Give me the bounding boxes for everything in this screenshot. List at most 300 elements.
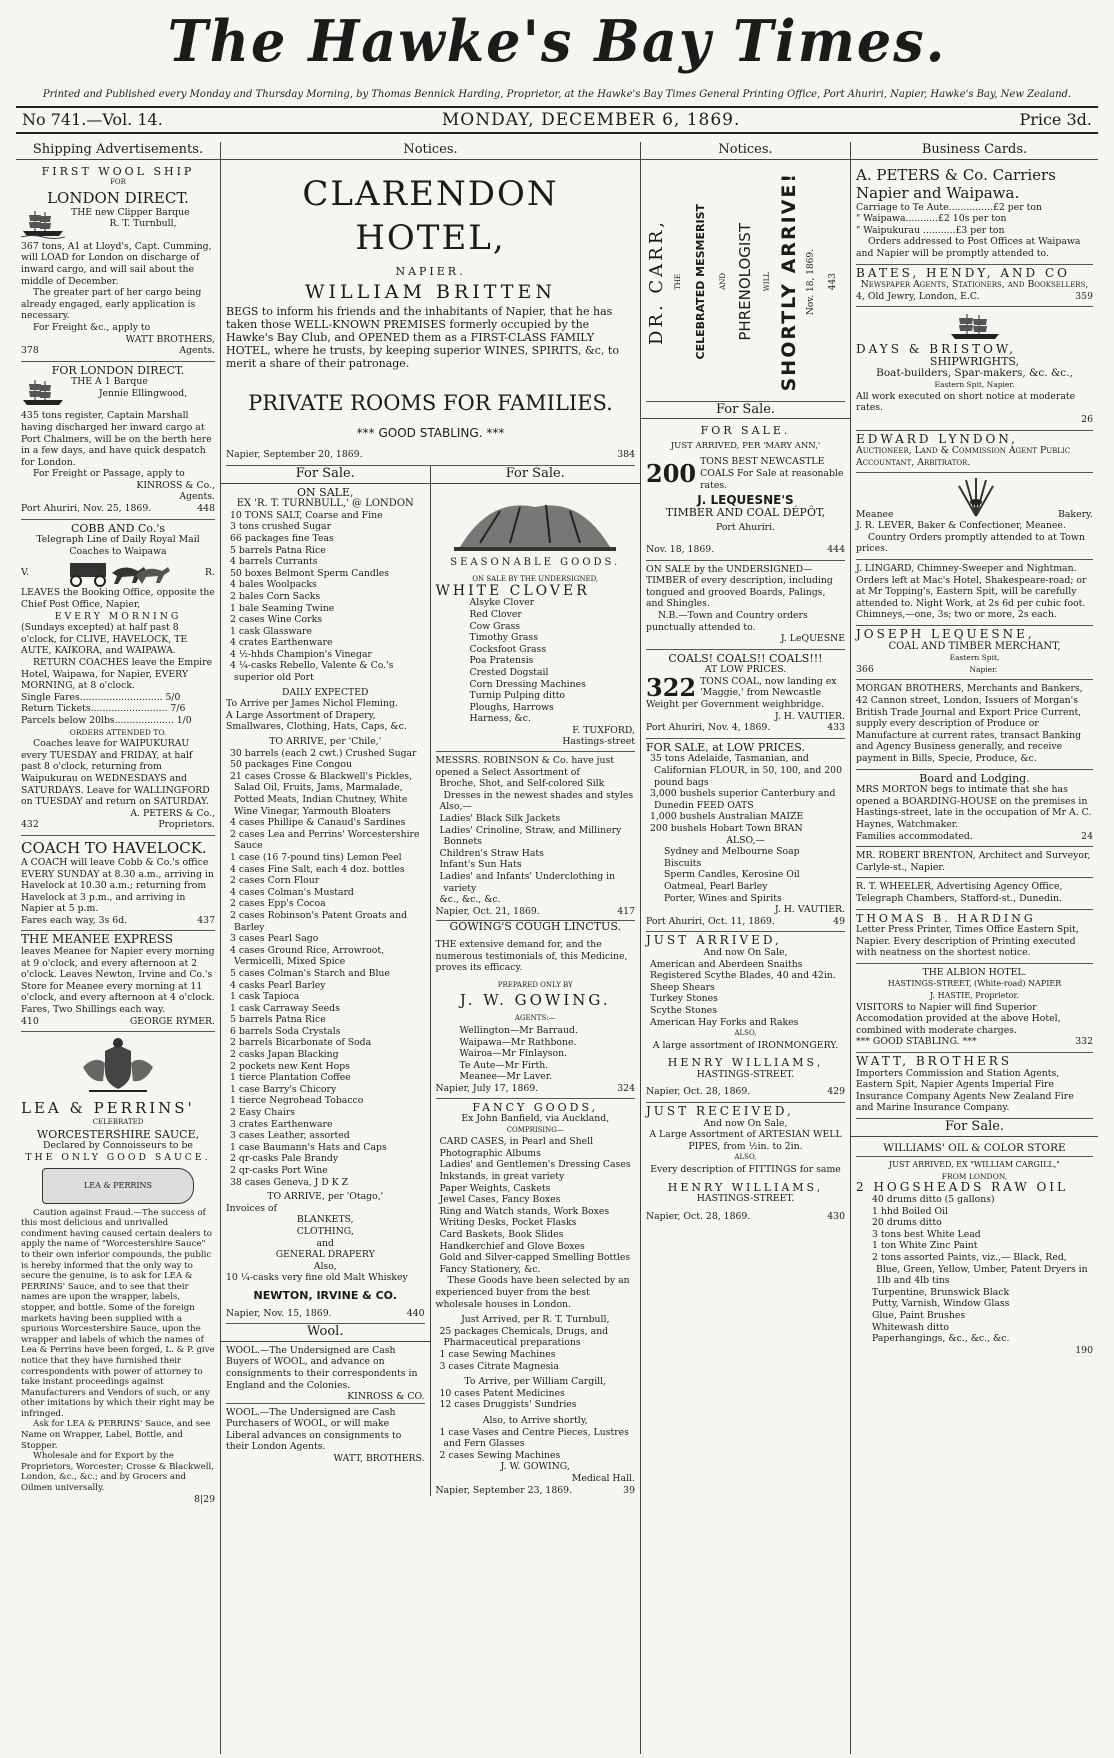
goods-list xyxy=(436,1388,636,1411)
list-item: 1 case Vases and Centre Pieces, Lustres and Fern Glasses xyxy=(439,1426,629,1450)
section-heading: For Sale. xyxy=(851,1119,1098,1137)
ad-meanee-express xyxy=(21,931,215,1032)
ad-text: R. xyxy=(205,566,215,578)
list-item: 4 cases Phillipe & Canaud's Sardines xyxy=(230,817,406,829)
ad-text: GENERAL DRAPERY xyxy=(275,1249,375,1261)
agent-name: KINROSS & Co., xyxy=(136,479,215,491)
list-item: Inkstands, in great variety xyxy=(439,1171,565,1183)
ad-date: Port Ahuriri, Oct. 11, 1869. xyxy=(646,915,775,927)
list-item: 1 tierce Plantation Coffee xyxy=(230,1072,351,1084)
ad-line: FOR xyxy=(110,178,126,187)
ad-number-large: 200 xyxy=(646,458,697,488)
card-text: Importers Commission and Station Agents, Eastern Spit, Napier Agents Imperial Fire Insurance Company Agents New Zealand Fire and Marine Insurance Company. xyxy=(856,1067,1074,1114)
ad-text: The greater part of her cargo being already engaged, early application is necessary. xyxy=(21,287,202,322)
ad-text: Agents. xyxy=(179,345,215,357)
forsale-split xyxy=(221,466,640,1496)
ad-title: FOR SALE, at LOW PRICES. xyxy=(646,740,805,754)
ad-text: Declared by Connoisseurs to be xyxy=(43,1140,193,1152)
card-text: Eastern Spit, xyxy=(949,653,1000,663)
ad-number: 8|29 xyxy=(194,1493,215,1505)
list-item: 50 boxes Belmont Sperm Candles xyxy=(230,567,390,579)
ad-title: FOR SALE. xyxy=(700,424,791,438)
ad-number: 26 xyxy=(1081,413,1093,425)
fare-line: Parcels below 20lbs.................... 1/0 xyxy=(21,714,192,726)
ad-title: FOR LONDON DIRECT. xyxy=(51,363,185,377)
list-item: 1,000 bushels Australian MAIZE xyxy=(650,811,804,823)
card-text: MR. ROBERT BRENTON, Architect and Surveyor, Carlyle-st., Napier. xyxy=(856,850,1091,873)
ad-text: 435 tons register, Captain Marshall having discharged her inward cargo at Port Chalmers, will be on the berth here in a few days, and have quick despatch for London. xyxy=(21,410,212,468)
ad-text: Also, to Arrive shortly, xyxy=(482,1414,588,1426)
list-item: 20 drums ditto xyxy=(872,1217,942,1229)
list-item: 21 cases Crosse & Blackwell's Pickles, Salad Oil, Fruits, Jams, Marmalade, Potted Meats, Indian Chutney, White Wine Vinegar, Yarmouth Bloaters xyxy=(230,770,413,817)
ad-number: 448 xyxy=(197,503,215,515)
card-text: 4, Old Jewry, London, E.C. xyxy=(856,290,980,302)
coat-of-arms-icon xyxy=(73,1037,163,1097)
ad-text: THE A 1 Barque xyxy=(71,376,148,388)
ad-text: For Freight or Passage, apply to xyxy=(33,468,185,480)
ad-text: 10 ¼-casks very fine old Malt Whiskey xyxy=(226,1272,408,1284)
ad-title: FANCY GOODS, xyxy=(472,1100,599,1114)
ad-date: Napier, Oct. 28, 1869. xyxy=(646,1210,751,1222)
ad-text: COMPRISING— xyxy=(506,1125,564,1134)
ad-cobb-coaches xyxy=(21,520,215,836)
goods-list xyxy=(436,1427,636,1462)
ad-date: Port Ahuriri, Nov. 25, 1869. xyxy=(21,503,152,515)
list-item: Jewel Cases, Fancy Boxes xyxy=(439,1194,561,1206)
ad-number: 443 xyxy=(828,273,839,291)
ad-text: DAILY EXPECTED xyxy=(281,686,369,698)
ad-text: Ask for LEA & PERRINS' Sauce, and see Name on Wrapper, Label, Bottle, and Stopper. xyxy=(21,1419,211,1451)
ad-text: CELEBRATED xyxy=(92,1118,144,1127)
ad-subtitle: Telegraph Line of Daily Royal Mail Coaches to Waipawa xyxy=(36,534,200,557)
list-item: Ladies' Black Silk Jackets xyxy=(439,813,561,825)
ad-text: EVERY MORNING xyxy=(54,610,182,622)
ad-owner: WILLIAM BRITTEN xyxy=(305,281,556,304)
ad-date: Napier, September 23, 1869. xyxy=(435,1484,573,1496)
card-title: THE ALBION HOTEL. xyxy=(922,966,1027,978)
list-item: 1 case Barry's Chicory xyxy=(230,1083,337,1095)
ad-coals xyxy=(646,650,845,739)
list-item: Handkerchief and Glove Boxes xyxy=(439,1240,585,1252)
ad-number: 417 xyxy=(617,905,635,917)
list-item: Turnip Pulping ditto xyxy=(469,690,566,702)
ad-text: ALSO,— xyxy=(726,834,765,846)
bottle-label: LEA & PERRINS xyxy=(83,1180,153,1190)
ad-text: CELEBRATED MESMERIST xyxy=(694,203,708,360)
ad-text: leaves Meanee for Napier every morning at 9 o'clock, and every afternoon at 2 o'clock. Leaves Newton, Irvine and Co.'s Store for Meanee every morning at 11 o'clock, and every afternoon at 4 o'clock. Fares, Two Shillings each way. xyxy=(21,946,215,1016)
ad-number: 429 xyxy=(827,1086,845,1098)
ad-date: Napier, Oct. 28, 1869. xyxy=(646,1086,751,1098)
list-item: &c., &c., &c. xyxy=(439,894,501,906)
list-item: 4 ½-hhds Champion's Vinegar xyxy=(230,648,372,660)
ad-text: TO ARRIVE, per 'Chile,' xyxy=(269,736,382,748)
list-item: 4 cases Colman's Mustard xyxy=(230,886,354,898)
list-item: Meanee—Mr Laver. xyxy=(459,1071,553,1083)
issue-date: MONDAY, DECEMBER 6, 1869. xyxy=(441,110,741,130)
ship-icon xyxy=(21,209,65,239)
ad-text: CLOTHING, xyxy=(296,1225,354,1237)
list-item: 2 cases Wine Corks xyxy=(230,614,322,626)
ad-text: For Freight &c., apply to xyxy=(33,321,151,333)
list-item: Sydney and Melbourne Soap xyxy=(664,846,800,858)
list-item: 3,000 bushels superior Canterbury and Dunedin FEED OATS xyxy=(650,788,836,811)
fare-line: Single Fares............................ 5/0 xyxy=(21,691,181,703)
list-item: 1 hhd Boiled Oil xyxy=(872,1205,949,1217)
column-business-cards xyxy=(851,142,1098,1754)
ad-text: Wholesale and for Export by the Proprietors, Worcester; Crosse & Blackwell, London, &c., &c.; and by Grocers and Oilmen universally. xyxy=(21,1451,214,1494)
card-days-bristow xyxy=(856,307,1093,430)
ad-text: Just Arrived, per R. T. Turnbull, xyxy=(461,1314,610,1326)
ad-date: Napier, September 20, 1869. xyxy=(226,449,363,461)
list-item: 38 cases Geneva, J D K Z xyxy=(230,1176,349,1188)
card-text: J. HASTIE, Proprietor. xyxy=(929,991,1020,1001)
ad-title: DR. CARR, xyxy=(646,218,668,345)
ad-text: Caution against Fraud.—The success of this most delicious and unrivalled condiment having caused certain dealers to apply the name of "Worcestershire Sauce" to their own inferior compounds, the public is hereby informed that the only way to secure the genuine, is to ask for LEA & PERRINS' Sauce, and to see that their names are upon the wrapper, labels, stopper, and bottle. Some of the foreign markets having been supplied with a spurious Worcestershire Sauce, upon the wrapper and labels of which the names of Lea & Perrins have been forged, L. & P. give notice that they have furnished their correspondents with power of attorney to take instant proceedings against Manufacturers and Vendors of such, or any other imitations by which their right may be infringed. xyxy=(21,1207,215,1419)
card-text: HASTINGS-STREET, (White-road) NAPIER xyxy=(887,979,1062,989)
list-item: 3 cases Leather, assorted xyxy=(230,1130,350,1142)
ad-text: V. xyxy=(21,566,30,578)
column-shipping xyxy=(16,142,221,1754)
ad-text: Proprietors. xyxy=(158,819,215,831)
list-item: Whitewash ditto xyxy=(872,1321,949,1333)
list-item: 2 cases Lea and Perrins' Worcestershire Sauce xyxy=(230,828,420,852)
ad-text: To Arrive per James Nichol Fleming. xyxy=(226,698,398,710)
ad-text: A Large Assortment of Drapery, Smallwares, Clothing, Hats, Caps, &c. xyxy=(226,709,407,733)
ad-text: JUST ARRIVED, PER 'MARY ANN,' xyxy=(670,440,821,451)
ad-title: JUST ARRIVED, xyxy=(646,933,782,948)
list-item: Porter, Wines and Spirits xyxy=(664,892,782,904)
ad-title: GOWING'S COUGH LINCTUS. xyxy=(449,920,621,934)
ad-title: SEASONABLE GOODS. xyxy=(450,556,621,568)
ad-text: J. W. GOWING, xyxy=(500,1461,570,1473)
list-item: American Hay Forks and Rakes xyxy=(650,1016,799,1028)
section-heading: Notices. xyxy=(221,142,640,160)
card-title: Board and Lodging. xyxy=(919,771,1030,785)
ad-number: 444 xyxy=(827,543,845,555)
list-item: Wellington—Mr Barraud. xyxy=(459,1024,578,1036)
ad-number: 378 xyxy=(21,345,39,357)
firm-name: HENRY WILLIAMS, xyxy=(667,1056,824,1070)
ad-title: LEA & PERRINS' xyxy=(21,1099,195,1118)
ad-text: Invoices of xyxy=(226,1202,277,1214)
list-item: 1 tierce Negrohead Tobacco xyxy=(230,1095,364,1107)
firm-name: HENRY WILLIAMS, xyxy=(667,1180,824,1194)
card-title: BATES, HENDY, AND CO xyxy=(856,265,1070,280)
ad-text: J. H. VAUTIER. xyxy=(774,904,845,916)
list-item: Harness, &c. xyxy=(469,713,531,725)
ad-text: J. H. VAUTIER. xyxy=(774,710,845,722)
card-text: R. T. WHEELER, Advertising Agency Office, Telegraph Chambers, Stafford-st., Dunedin. xyxy=(856,881,1063,904)
ad-title: CLARENDON HOTEL, xyxy=(302,173,559,258)
ad-text: F. TUXFORD, xyxy=(572,724,635,736)
list-item: Te Aute—Mr Firth. xyxy=(459,1059,549,1071)
ad-number: 190 xyxy=(1075,1344,1093,1356)
card-lever xyxy=(856,473,1093,560)
list-item: 2 barrels Bicarbonate of Soda xyxy=(230,1037,372,1049)
ad-number: 39 xyxy=(623,1484,635,1496)
ad-just-received xyxy=(646,1103,845,1226)
list-item: Fancy Stationery, &c. xyxy=(439,1263,541,1275)
list-item: Registered Scythe Blades, 40 and 42in. xyxy=(650,970,836,982)
list-item: Paperhangings, &c., &c., &c. xyxy=(872,1333,1010,1345)
ad-title: JUST RECEIVED, xyxy=(646,1104,794,1119)
card-text: Bakery. xyxy=(1058,508,1093,520)
ad-text: SHORTLY ARRIVE! xyxy=(777,171,800,392)
list-item: 3 cases Pearl Sago xyxy=(230,933,319,945)
list-item: 4 crates Earthenware xyxy=(230,637,333,649)
card-lingard xyxy=(856,560,1093,626)
ad-coach-havelock xyxy=(21,836,215,932)
list-item: Putty, Varnish, Window Glass xyxy=(872,1298,1010,1310)
ad-clarendon-hotel xyxy=(226,163,635,466)
ad-number: 437 xyxy=(197,914,215,926)
masthead xyxy=(0,0,1114,88)
list-item: 4 cases Fine Salt, each 4 doz. bottles xyxy=(230,863,405,875)
ad-subtitle: WHITE CLOVER xyxy=(435,582,590,599)
ad-date: Napier, Nov. 15, 1869. xyxy=(226,1307,332,1319)
card-watt xyxy=(856,1053,1093,1119)
ad-text: Weight per Government weighbridge. xyxy=(646,699,825,711)
section-heading: For Sale. xyxy=(221,466,430,484)
ad-text: Port Ahuriri. xyxy=(715,522,776,534)
list-item: Turkey Stones xyxy=(650,993,718,1005)
list-item: Cocksfoot Grass xyxy=(469,643,547,655)
list-item: 1 case Sewing Machines xyxy=(439,1348,556,1360)
card-text: Eastern Spit, Napier. xyxy=(934,380,1015,390)
list-item: 2 cases Corn Flour xyxy=(230,875,320,887)
list-item: 1 cask Tapioca xyxy=(230,991,300,1003)
card-text: SHIPWRIGHTS, xyxy=(929,354,1020,368)
ad-text: Also, xyxy=(313,1260,337,1272)
card-text: Napier. xyxy=(969,664,998,674)
agents-list xyxy=(436,1025,636,1083)
list-item: 2 cases Epp's Cocoa xyxy=(230,898,326,910)
card-peters xyxy=(856,163,1093,265)
ad-text: N.B.—Town and Country orders punctually attended to. xyxy=(646,609,808,633)
ad-text: HASTINGS-STREET. xyxy=(696,1068,795,1080)
list-item: 4 bales Woolpacks xyxy=(230,579,317,591)
ad-lea-perrins xyxy=(21,1032,215,1509)
fare-line: Return Tickets.......................... 7/6 xyxy=(21,703,186,715)
list-item: CARD CASES, in Pearl and Shell xyxy=(439,1136,594,1148)
ad-number-large: 322 xyxy=(646,672,697,702)
list-item: 4 cases Ground Rice, Arrowroot, Vermicelli, Mixed Spice xyxy=(230,944,385,968)
ad-text: WOOL.—The Undersigned are Cash Buyers of WOOL, and advance on consignments to their correspondents in England and the Colonies. xyxy=(226,1344,418,1391)
card-title: DAYS & BRISTOW, xyxy=(856,342,1016,357)
list-item: Sperm Candles, Kerosine Oil xyxy=(664,869,800,881)
column-notices xyxy=(221,142,641,1754)
list-item: Ladies' and Infants' Underclothing in variety xyxy=(439,871,616,894)
ad-text: Medical Hall. xyxy=(571,1472,635,1484)
ad-text: THE new Clipper Barque xyxy=(71,206,190,218)
imprint-line: Printed and Published every Monday and Thursday Morning, by Thomas Bennick Harding, Proprietor, at the Hawke's Bay Times General Printing Office, Port Ahuriri, Napier, Hawke's Bay, New Zealand. xyxy=(42,89,1072,100)
newspaper-title: The Hawke's Bay Times. xyxy=(167,7,947,75)
sauce-bottle xyxy=(42,1168,194,1204)
ad-title: LONDON DIRECT. xyxy=(47,188,189,207)
ship-icon xyxy=(945,312,1005,342)
section-heading: Business Cards. xyxy=(851,142,1098,160)
ad-date: Port Ahuriri, Nov. 4, 1869. xyxy=(646,722,771,734)
agent-name: A. PETERS & Co., xyxy=(130,807,215,819)
ad-text: EX 'R. T. TURNBULL,' @ LONDON xyxy=(236,498,414,510)
card-text: " Waipawa...........£2 10s per ton xyxy=(856,213,1007,225)
card-title: EDWARD LYNDON, xyxy=(856,431,1018,446)
ad-text: ON SALE BY THE UNDERSIGNED, xyxy=(472,575,599,584)
list-item: 1 cask Glassware xyxy=(230,625,312,637)
card-wheeler xyxy=(856,878,1093,909)
list-item: 3 tons crushed Sugar xyxy=(230,521,332,533)
ad-dr-carr xyxy=(646,163,845,402)
ad-text: And now On Sale, xyxy=(703,946,788,958)
ad-text: WOOL.—The Undersigned are Cash Purchasers of WOOL, or will make Liberal advances on consignments to their London Agents. xyxy=(226,1403,425,1453)
list-item: 30 barrels (each 2 cwt.) Crushed Sugar xyxy=(230,747,417,759)
harvest-engraving-icon xyxy=(450,487,620,557)
list-item: 3 cases Citrate Magnesia xyxy=(439,1360,559,1372)
list-item: Alsyke Clover xyxy=(469,597,535,609)
ad-text: A large assortment of IRONMONGERY. xyxy=(652,1039,839,1051)
ad-text: ORDERS ATTENDED TO. xyxy=(69,727,167,737)
section-heading: For Sale. xyxy=(431,466,641,484)
ad-number: 410 xyxy=(21,1015,39,1027)
ad-text: 367 tons, A1 at Lloyd's, Capt. Cumming, will LOAD for London on discharge of inward cargo, and will sail about the middle of December. xyxy=(21,240,212,287)
list-item: Crested Dogstail xyxy=(469,666,549,678)
card-text: *** GOOD STABLING. *** xyxy=(856,1036,977,1048)
list-item: Gold and Silver-capped Smelling Bottles xyxy=(439,1252,631,1264)
ad-text: To Arrive, per William Cargill, xyxy=(464,1376,607,1388)
ad-number: 432 xyxy=(21,819,39,831)
ad-text: J. LeQUESNE xyxy=(780,633,845,645)
list-item: 2 bales Corn Sacks xyxy=(230,590,321,602)
ad-text: MESSRS. ROBINSON & Co. have just opened a Select Assortment of xyxy=(435,755,614,778)
ad-text: TIMBER AND COAL DÉPÔT, xyxy=(665,505,826,519)
list-item: 35 tons Adelaide, Tasmanian, and Californian FLOUR, in 50, 100, and 200 pound bags xyxy=(650,753,843,788)
list-item: Biscuits xyxy=(664,857,702,869)
ad-text: KINROSS & CO. xyxy=(347,1391,425,1403)
card-text: " Waipukurau ...........£3 per ton xyxy=(856,224,1005,236)
ad-text: HASTINGS-STREET. xyxy=(696,1193,795,1205)
ad-title: THE MEANEE EXPRESS xyxy=(21,932,173,947)
goods-list xyxy=(856,1194,1093,1345)
list-item: Waipawa—Mr Rathbone. xyxy=(459,1036,577,1048)
ad-text: PHRENOLOGIST xyxy=(735,222,754,341)
list-item: Ploughs, Harrows xyxy=(469,701,554,713)
firm-name: J. LEQUESNE'S xyxy=(697,493,794,508)
ad-newcastle-coals xyxy=(646,422,845,560)
ad-number: 366 xyxy=(856,663,874,675)
ad-date: Nov. 18, 1869. xyxy=(806,248,817,315)
ad-line: FIRST WOOL SHIP xyxy=(41,164,195,178)
card-text: Boat-builders, Spar-makers, &c. &c., xyxy=(876,366,1073,379)
ad-oil-store xyxy=(856,1140,1093,1361)
list-item: 2 cases Sewing Machines xyxy=(439,1449,561,1461)
issue-price: Price 3d. xyxy=(1019,110,1092,129)
ad-text: (Sundays excepted) at half past 8 o'clock, for CLIVE, HAVELOCK, TE AUTE, KAIKORA, and WAIPAWA. xyxy=(21,622,188,657)
ad-text: These Goods have been selected by an experienced buyer from the best wholesale houses in London. xyxy=(435,1275,630,1310)
section-heading: For Sale. xyxy=(641,402,850,420)
list-item: Scythe Stones xyxy=(650,1004,717,1016)
list-item: Oatmeal, Pearl Barley xyxy=(664,880,768,892)
ad-text: ON SALE, xyxy=(297,485,354,499)
dateline xyxy=(16,106,1098,134)
list-item: 4 casks Pearl Barley xyxy=(230,979,326,991)
card-text: VISITORS to Napier will find Superior Accomodation provided at the above Hotel, combined with moderate charges. xyxy=(856,1001,1061,1036)
goods-list xyxy=(436,1136,636,1275)
ad-text: AND xyxy=(718,273,727,290)
ad-text: GEORGE RYMER. xyxy=(129,1015,215,1027)
list-item: 2 Easy Chairs xyxy=(230,1107,296,1119)
ad-title: COACH TO HAVELOCK. xyxy=(21,838,207,857)
ad-text: Hastings-street xyxy=(436,736,636,752)
card-brenton xyxy=(856,847,1093,878)
ad-number: 332 xyxy=(1075,1036,1093,1048)
ad-text: PREPARED ONLY BY xyxy=(497,980,573,989)
section-heading: Shipping Advertisements. xyxy=(16,142,220,160)
ad-title: WILLIAMS' OIL & COLOR STORE xyxy=(856,1143,1093,1158)
coach-icon xyxy=(62,557,172,587)
ad-text: THE xyxy=(674,273,683,290)
ad-just-arrived xyxy=(646,932,845,1103)
list-item: 4 ¼-casks Rebello, Valente & Co.'s superior old Port xyxy=(230,660,394,684)
card-lyndon xyxy=(856,431,1093,474)
column-notices-2 xyxy=(641,142,851,1754)
goods-list xyxy=(646,959,845,1029)
goods-list xyxy=(226,748,425,1189)
ad-text: WATT, BROTHERS. xyxy=(333,1453,425,1465)
ad-text: Every description of FITTINGS for same xyxy=(650,1164,841,1176)
firm-name: NEWTON, IRVINE & CO. xyxy=(253,1288,397,1302)
list-item: 3 tons best White Lead xyxy=(872,1228,981,1240)
card-title: J. R. LEVER, Baker & Confectioner, Meanee. xyxy=(856,520,1066,532)
list-item: 6 barrels Soda Crystals xyxy=(230,1025,341,1037)
card-text: JUST ARRIVED, EX "WILLIAM CARGILL," xyxy=(889,1160,1060,1170)
ad-text: *** GOOD STABLING. *** xyxy=(356,425,505,440)
ad-number: 430 xyxy=(827,1210,845,1222)
card-morton xyxy=(856,770,1093,848)
goods-list xyxy=(436,1326,636,1372)
list-item: 2 qr-casks Pale Brandy xyxy=(230,1153,339,1165)
list-item: 1 ton White Zinc Paint xyxy=(872,1240,978,1252)
section-heading: Notices. xyxy=(641,142,850,160)
card-text: Country Orders promptly attended to at Town prices. xyxy=(856,531,1085,555)
card-text: J. LINGARD, Chimney-Sweeper and Nightman. Orders left at Mac's Hotel, Shakespeare-road; or at Mr Topping's, Eastern Spit, will be carefully attended to. Night Work, at 2s 6d per cubic foot. Chimneys,—one, 3s; two or more, 2s each. xyxy=(856,563,1087,621)
ad-text: And now On Sale, xyxy=(703,1117,788,1129)
ad-number: 433 xyxy=(827,722,845,734)
list-item: Glue, Paint Brushes xyxy=(872,1309,966,1321)
goods-list xyxy=(226,510,425,684)
card-text: Carriage to Te Aute...............£2 per ton xyxy=(856,201,1042,213)
list-item: Ladies' Crinoline, Straw, and Millinery Bonnets xyxy=(439,824,622,848)
list-item: 12 cases Druggists' Sundries xyxy=(439,1399,577,1411)
card-text: Letter Press Printer, Times Office Eastern Spit, Napier. Every description of Printing executed with neatness on the shortest notice. xyxy=(856,924,1079,959)
list-item: 2 tons assorted Paints, viz.,— Black, Red, Blue, Green, Yellow, Umber, Patent Dryers in 1lb and 4lb tins xyxy=(872,1251,1088,1287)
ad-text: LEAVES the Booking Office, opposite the Chief Post Office, Napier, xyxy=(21,587,215,611)
list-item: 10 TONS SALT, Coarse and Fine xyxy=(230,509,383,521)
card-title: JOSEPH LEQUESNE, xyxy=(856,627,1035,642)
card-title: THOMAS B. HARDING xyxy=(856,911,1036,925)
ad-text: TO ARRIVE, per 'Otago,' xyxy=(267,1191,384,1203)
list-item: Ring and Watch stands, Work Boxes xyxy=(439,1205,610,1217)
ad-text: TONS BEST NEWCASTLE COALS For Sale at reasonable rates. xyxy=(700,456,844,491)
list-item: 50 packages Fine Congou xyxy=(230,759,352,771)
forsale-left xyxy=(221,466,431,1496)
ad-text: ALSO, xyxy=(734,1153,757,1162)
list-item: Ladies' and Gentlemen's Dressing Cases xyxy=(439,1159,631,1171)
ad-london-direct xyxy=(21,362,215,520)
card-text: COAL AND TIMBER MERCHANT, xyxy=(888,640,1061,652)
card-joseph-lequesne xyxy=(856,626,1093,680)
list-item: Writing Desks, Pocket Flasks xyxy=(439,1217,577,1229)
list-item: 66 packages fine Teas xyxy=(230,532,334,544)
